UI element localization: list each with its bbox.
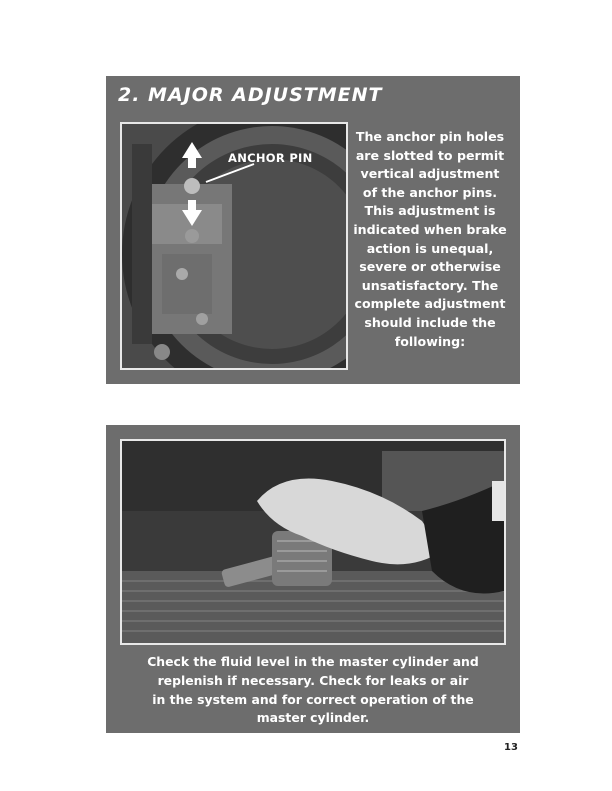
anchor-pin-description: The anchor pin holes are slotted to permit vertical adjustment of the anchor pins. This adjustment is indicated when brake action is unequal, severe or otherwise unsatisfactory. The complete adjustment should include the following: — [353, 129, 507, 349]
section-title: 2. MAJOR ADJUSTMENT — [118, 84, 383, 106]
page-number: 13 — [504, 742, 518, 753]
anchor-pin-label: ANCHOR PIN — [228, 151, 313, 165]
major-adjustment-slide — [106, 76, 520, 384]
brake-pedal-photo — [120, 439, 506, 645]
brake-anchor-photo — [120, 122, 348, 370]
master-cylinder-slide — [106, 425, 520, 733]
master-cylinder-caption: Check the fluid level in the master cylinder and replenish if necessary. Check for leaks or air in the system and for correct operation of the master cylinder. — [147, 654, 479, 726]
hand-on-pedal-illustration — [122, 441, 504, 643]
